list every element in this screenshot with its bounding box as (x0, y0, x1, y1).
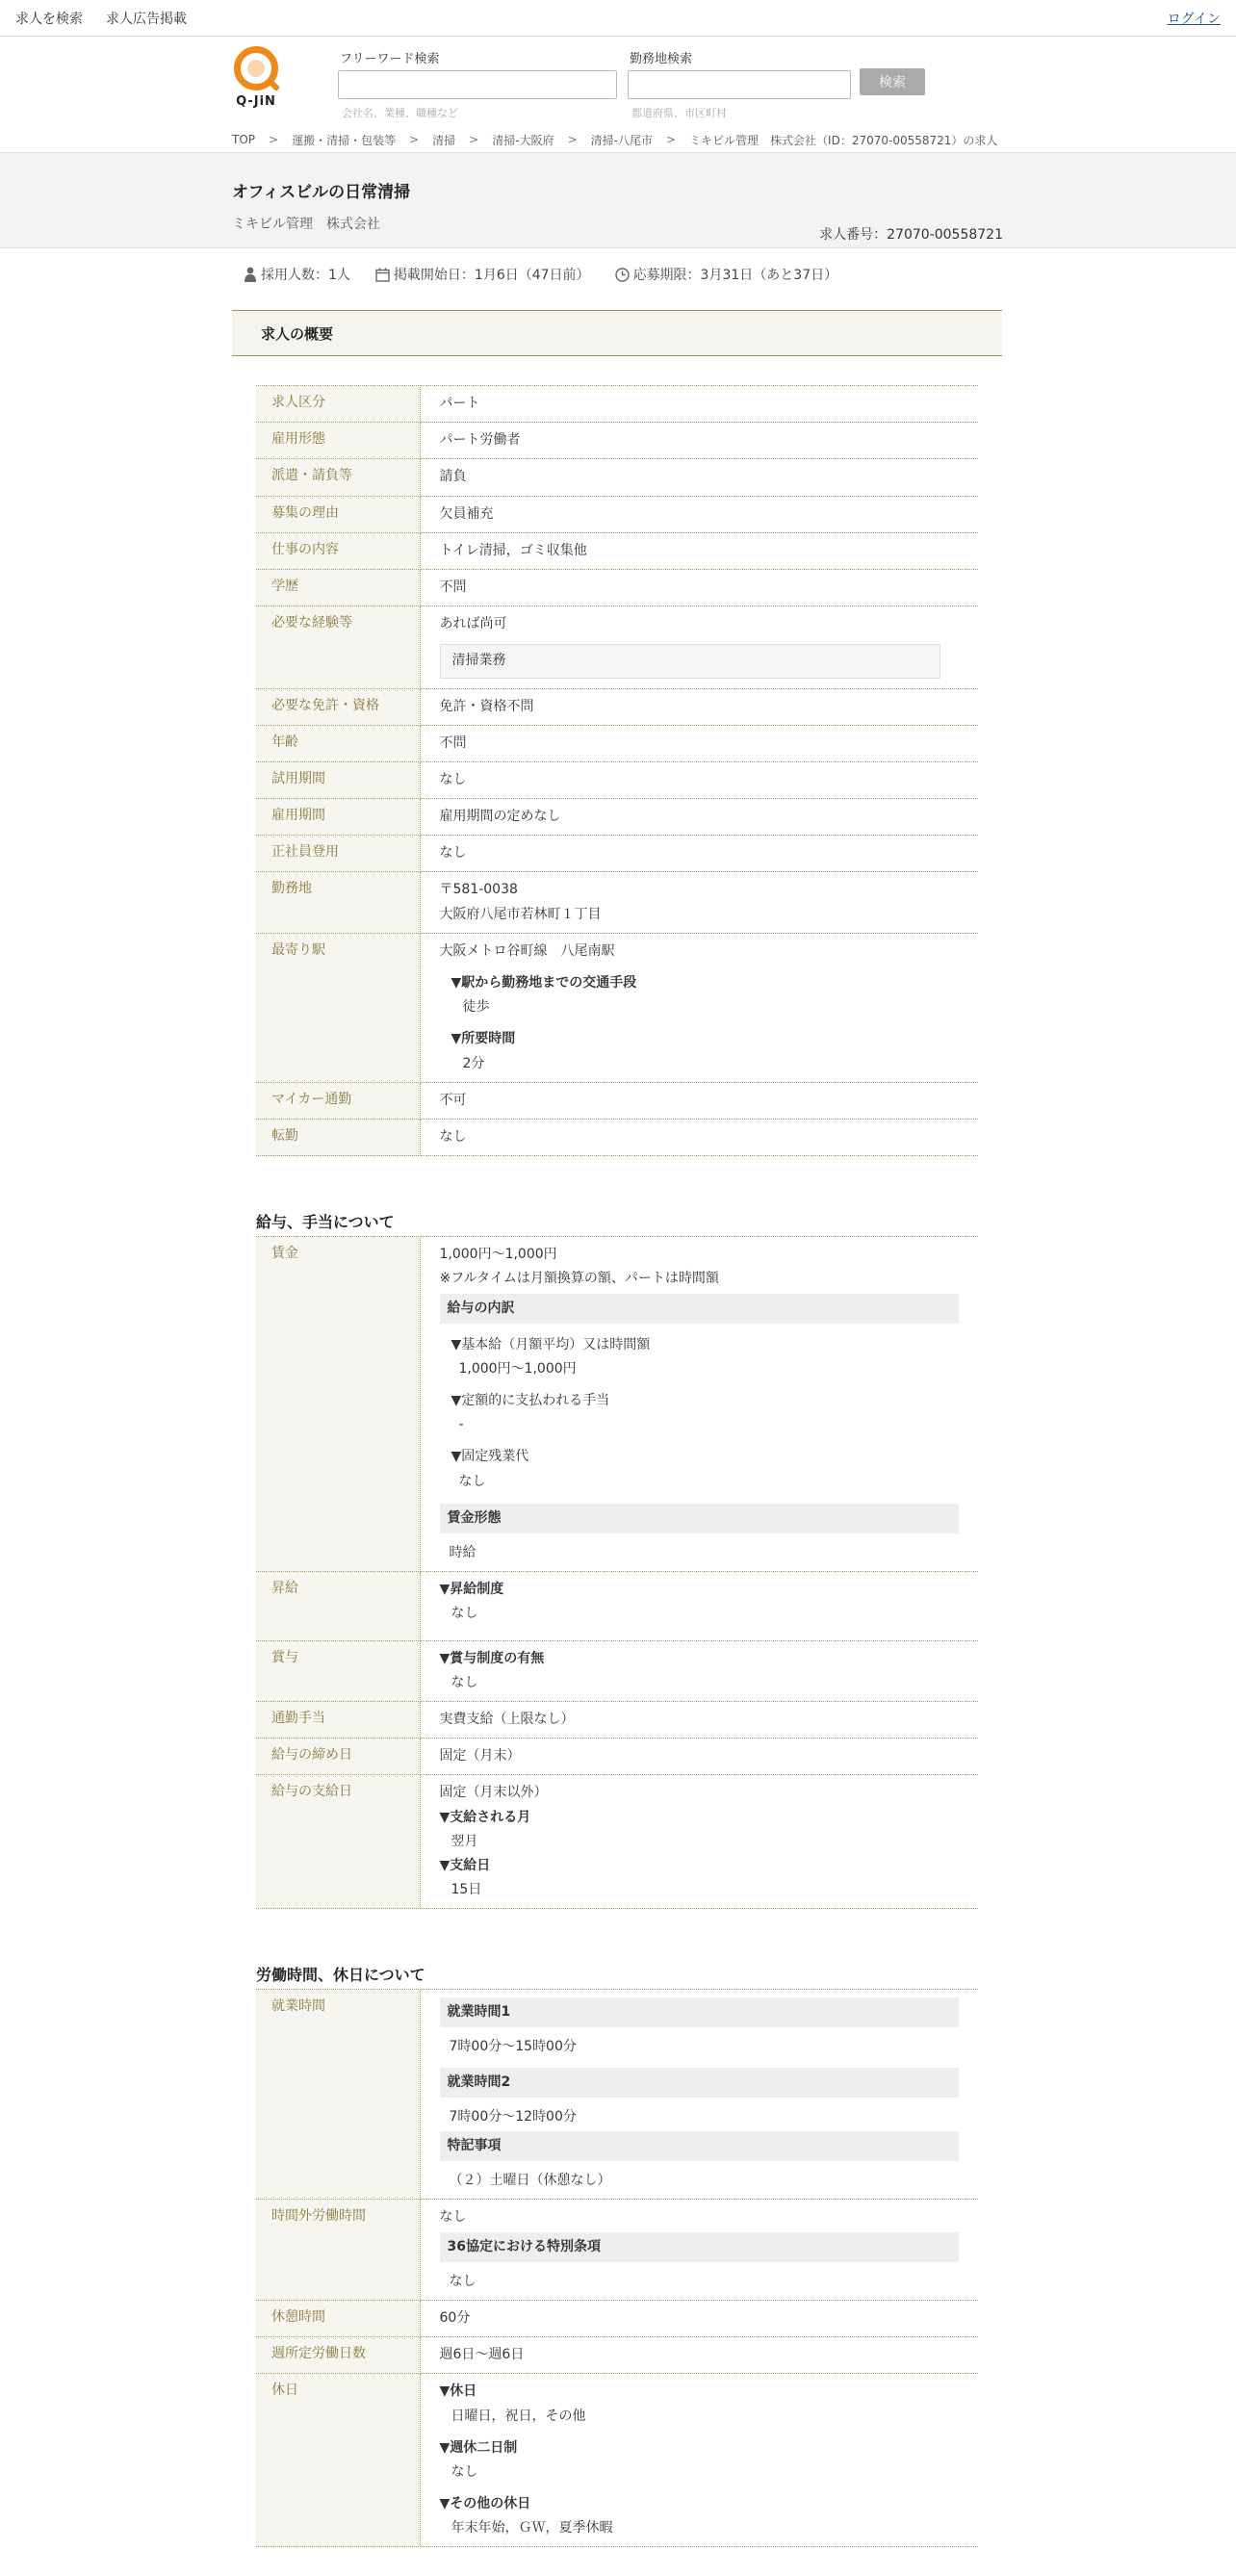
wage-breakdown-heading: 給与の内訳 (440, 1294, 960, 1324)
postal-code: 〒581-0038 (439, 882, 518, 898)
row-value: 雇用期間の定めなし (420, 799, 978, 836)
search-header (0, 37, 1236, 129)
row-value: 請負 (420, 459, 978, 496)
table-row (256, 459, 978, 496)
wage-form-value: 時給 (449, 1545, 476, 1560)
row-value: トイレ清掃，ゴミ収集他 (420, 532, 978, 569)
row-label: 必要な免許・資格 (256, 688, 420, 725)
row-label: 通勤手当 (256, 1701, 420, 1738)
table-row (256, 1775, 978, 1909)
posted-info (375, 265, 590, 284)
wage-form-heading: 賃金形態 (440, 1504, 960, 1533)
row-value: 固定（月末） (420, 1739, 978, 1775)
breadcrumb-item[interactable]: 清掃 (432, 133, 456, 147)
table-row (256, 2300, 978, 2336)
row-value: パート労働者 (420, 423, 978, 459)
table-row (256, 2337, 978, 2374)
table-row (256, 606, 978, 688)
table-row (256, 872, 978, 933)
row-label: 最寄り駅 (256, 933, 420, 1082)
other-holidays-value: 年末年始，ＧＷ，夏季休暇 (451, 2520, 613, 2537)
row-label: 年齢 (256, 725, 420, 761)
table-row (256, 933, 978, 1082)
hires-text: 採用人数：1人 (261, 268, 350, 283)
post-ad-link[interactable]: 求人広告掲載 (106, 11, 187, 27)
row-value (420, 1572, 978, 1640)
access-title: ▼駅から勤務地までの交通手段 (451, 975, 637, 991)
row-value (420, 606, 978, 688)
salary-heading: 給与、手当について (256, 1213, 395, 1232)
row-label: 転勤 (256, 1119, 420, 1155)
payday-value: 固定（月末以外） (439, 1785, 548, 1801)
job-meta (232, 248, 1002, 300)
base-pay-title: ▼基本給（月額平均）又は時間額 (451, 1336, 651, 1352)
site-logo[interactable] (232, 46, 280, 116)
row-value: 免許・資格不問 (420, 688, 978, 725)
fixed-allowance-title: ▼定額的に支払われる手当 (451, 1393, 610, 1409)
salary-table (256, 1236, 978, 1909)
table-row (256, 1237, 978, 1572)
breadcrumb-item[interactable]: 運搬・清掃・包装等 (292, 133, 397, 147)
row-label: 必要な経験等 (256, 606, 420, 688)
experience-value: あれば尚可 (439, 616, 507, 632)
table-row (256, 688, 978, 725)
row-value: なし (420, 761, 978, 798)
breadcrumb-item[interactable]: TOP (232, 133, 256, 146)
two-day-weekend-title: ▼週休二日制 (439, 2439, 518, 2456)
row-label: 正社員登用 (256, 836, 420, 872)
row-label: 賞与 (256, 1640, 420, 1701)
table-row (256, 386, 978, 423)
other-holidays-title: ▼その他の休日 (439, 2496, 531, 2512)
row-value (420, 1237, 978, 1572)
work-address: 大阪府八尾市若林町１丁目 (439, 906, 602, 922)
access-value: 徒歩 (462, 999, 490, 1016)
raise-value: なし (451, 1606, 478, 1622)
row-value (420, 872, 978, 933)
pay-day-title: ▼支給日 (439, 1857, 491, 1873)
row-label: 給与の支給日 (256, 1775, 420, 1909)
freeword-input[interactable] (338, 70, 617, 99)
access-time-title: ▼所要時間 (451, 1031, 516, 1047)
wage-note: ※フルタイムは月額換算の額、パートは時間額 (439, 1271, 719, 1287)
hours-table (256, 1989, 978, 2547)
table-row (256, 423, 978, 459)
overtime-value: なし (439, 2209, 467, 2226)
row-value (420, 1990, 978, 2200)
breadcrumb-item[interactable]: 清掃-大阪府 (492, 133, 554, 147)
row-value: 不可 (420, 1082, 978, 1119)
freeword-search-group (338, 48, 617, 120)
row-value: なし (420, 1119, 978, 1155)
fixed-overtime-title: ▼固定残業代 (451, 1449, 529, 1465)
row-label: 雇用形態 (256, 423, 420, 459)
special-clause-value: なし (449, 2273, 476, 2289)
row-value: 不問 (420, 725, 978, 761)
row-value (420, 2200, 978, 2301)
search-button[interactable]: 検索 (860, 68, 925, 95)
table-row (256, 532, 978, 569)
row-label: 派遣・請負等 (256, 459, 420, 496)
table-row (256, 1739, 978, 1775)
overview-heading: 求人の概要 (232, 310, 1002, 356)
base-pay-value: 1,000円〜1,000円 (458, 1360, 577, 1377)
job-number: 求人番号：27070-00558721 (819, 227, 1003, 243)
company-name: ミキビル管理 株式会社 (232, 217, 380, 232)
table-row (256, 496, 978, 532)
row-value: 欠員補充 (420, 496, 978, 532)
row-label: 雇用期間 (256, 799, 420, 836)
holiday-value: 日曜日，祝日，その他 (451, 2408, 586, 2424)
work-time-1-value: 7時00分〜15時00分 (449, 2039, 577, 2055)
freeword-label: フリーワード検索 (340, 52, 440, 66)
wage-range: 1,000円〜1,000円 (439, 1247, 557, 1263)
table-row (256, 569, 978, 605)
row-value: パート (420, 386, 978, 423)
table-row (256, 836, 978, 872)
pay-month-value: 翌月 (451, 1833, 478, 1849)
location-hint: 都道府県、市区町村 (631, 107, 727, 119)
row-value: 週6日〜週6日 (420, 2337, 978, 2374)
row-label: 時間外労働時間 (256, 2200, 420, 2301)
table-row (256, 1082, 978, 1119)
raise-title: ▼昇給制度 (439, 1582, 504, 1598)
row-label: 賃金 (256, 1237, 420, 1572)
table-row (256, 799, 978, 836)
bonus-title: ▼賞与制度の有無 (439, 1650, 545, 1666)
top-nav (15, 9, 187, 28)
table-row (256, 2200, 978, 2301)
job-title: オフィスビルの日常清掃 (232, 183, 411, 202)
work-time-note-heading: 特記事項 (440, 2131, 960, 2161)
row-label: 募集の理由 (256, 496, 420, 532)
row-label: 就業時間 (256, 1990, 420, 2200)
table-row (256, 2374, 978, 2547)
pay-month-title: ▼支給される月 (439, 1809, 531, 1825)
location-search-group (628, 48, 851, 120)
row-label: 週所定労働日数 (256, 2337, 420, 2374)
deadline-text: 応募期限：3月31日（あと37日） (632, 268, 838, 283)
table-row (256, 1990, 978, 2200)
table-row (256, 725, 978, 761)
login-link[interactable]: ログイン (1167, 11, 1221, 27)
table-row (256, 1701, 978, 1738)
row-label: 学歴 (256, 569, 420, 605)
row-label: 給与の締め日 (256, 1739, 420, 1775)
overview-table (256, 385, 978, 1156)
work-time-2-value: 7時00分〜12時00分 (449, 2108, 577, 2125)
two-day-weekend-value: なし (451, 2463, 478, 2480)
table-row (256, 1119, 978, 1155)
row-value: 不問 (420, 569, 978, 605)
work-time-2-heading: 就業時間2 (440, 2068, 960, 2098)
logo-q-mark (234, 46, 278, 90)
row-value: なし (420, 836, 978, 872)
row-value: 実費支給（上限なし） (420, 1701, 978, 1738)
fixed-overtime-value: なし (458, 1473, 486, 1489)
hours-heading: 労働時間、休日について (256, 1966, 425, 1985)
row-value (420, 2374, 978, 2547)
row-label: 休憩時間 (256, 2300, 420, 2336)
station-value: 大阪メトロ谷町線 八尾南駅 (439, 942, 615, 959)
breadcrumb: TOP > 運搬・清掃・包装等 > 清掃 > 清掃-大阪府 > 清掃-八尾市 > ミキビル管理 株式会社（ID：27070-00558721）の求人 (232, 133, 998, 147)
bonus-value: なし (451, 1674, 478, 1690)
experience-detail-box: 清掃業務 (440, 644, 940, 678)
overview-table-wrap (256, 385, 978, 2576)
freeword-hint: 会社名、業種、職種など (342, 107, 458, 119)
access-time-value: 2分 (462, 1055, 485, 1071)
breadcrumb-item[interactable]: 清掃-八尾市 (590, 133, 653, 147)
row-value: 60分 (420, 2300, 978, 2336)
holiday-title: ▼休日 (439, 2383, 477, 2400)
logo-text: Q-JiN (236, 94, 276, 109)
person-icon (244, 267, 257, 282)
row-value (420, 1775, 978, 1909)
row-label: 勤務地 (256, 872, 420, 933)
breadcrumb-current: ミキビル管理 株式会社（ID：27070-00558721）の求人 (689, 133, 998, 147)
row-label: 求人区分 (256, 386, 420, 423)
row-label: 試用期間 (256, 761, 420, 798)
clock-icon (615, 268, 630, 282)
work-time-1-heading: 就業時間1 (440, 1997, 960, 2027)
table-row (256, 1640, 978, 1701)
posted-text: 掲載開始日：1月6日（47日前） (393, 268, 590, 283)
table-row (256, 1572, 978, 1640)
pay-day-value: 15日 (451, 1882, 482, 1898)
row-label: 休日 (256, 2374, 420, 2547)
location-input[interactable] (628, 70, 851, 99)
row-value (420, 933, 978, 1082)
row-label: 仕事の内容 (256, 532, 420, 569)
deadline-info (615, 265, 838, 284)
top-bar (0, 0, 1236, 37)
job-title-bar (0, 152, 1236, 248)
search-jobs-link[interactable]: 求人を検索 (15, 11, 83, 27)
hires-info (244, 265, 350, 284)
row-value (420, 1640, 978, 1701)
calendar-icon (375, 268, 390, 282)
fixed-allowance-value: - (458, 1417, 464, 1433)
row-label: 昇給 (256, 1572, 420, 1640)
row-label: マイカー通勤 (256, 1082, 420, 1119)
table-row (256, 761, 978, 798)
location-label: 勤務地検索 (630, 52, 693, 66)
work-time-note-value: （２）土曜日（休憩なし） (449, 2173, 611, 2189)
special-clause-heading: 36協定における特別条項 (440, 2232, 960, 2262)
